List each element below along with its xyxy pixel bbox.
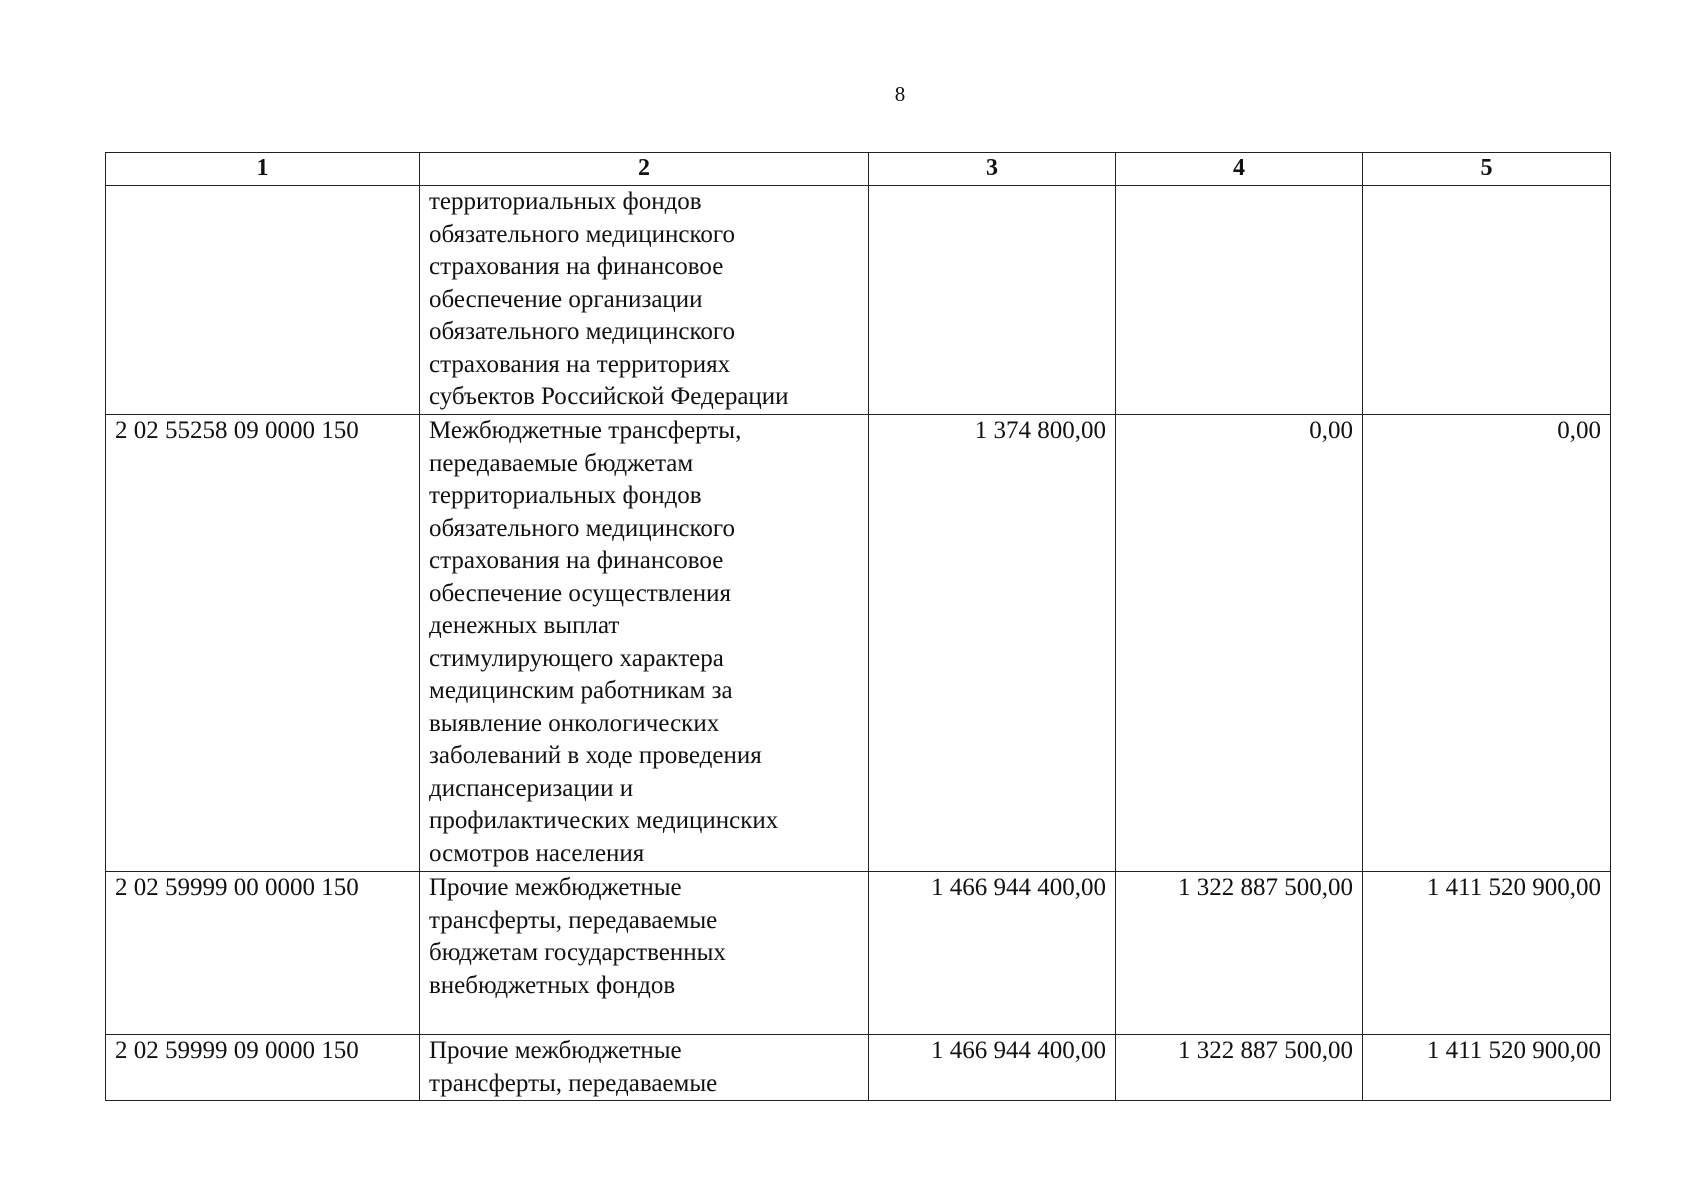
row-code	[106, 186, 420, 415]
description-line: стимулирующего характера	[429, 644, 724, 672]
description-line: страхования на территориях	[429, 350, 731, 378]
description-line: осмотров населения	[429, 839, 645, 867]
row-value-col3	[869, 186, 1116, 415]
row-value-col4: 1 322 887 500,00	[1116, 1035, 1363, 1101]
table-body	[106, 186, 1611, 1101]
description-line: внебюджетных фондов	[429, 971, 676, 999]
description-line: обеспечение осуществления	[429, 579, 732, 607]
row-description	[420, 872, 869, 1035]
description-line: медицинским работникам за	[429, 677, 733, 704]
description-line: передаваемые бюджетам	[429, 449, 694, 477]
header-col-1: 1	[106, 153, 420, 186]
description-line: страхования на финансовое	[429, 253, 724, 280]
row-description	[420, 186, 869, 415]
header-col-5: 5	[1363, 153, 1611, 186]
description-line: трансферты, передаваемые	[429, 1069, 718, 1097]
description-line: обязательного медицинского	[429, 220, 736, 248]
description-line: обязательного медицинского	[429, 318, 736, 345]
description-line: трансферты, передаваемые	[429, 906, 718, 934]
header-col-4: 4	[1116, 153, 1363, 186]
description-line: Прочие межбюджетные	[429, 874, 682, 901]
description-line: заболеваний в ходе проведения	[429, 742, 762, 769]
row-value-col3: 1 374 800,00	[869, 415, 1116, 872]
description-line: выявление онкологических	[429, 709, 720, 737]
description-line: субъектов Российской Федерации	[429, 383, 789, 410]
row-code: 2 02 59999 09 0000 150	[106, 1035, 420, 1101]
header-col-3: 3	[869, 153, 1116, 186]
budget-table	[105, 152, 1611, 1101]
description-line: территориальных фондов	[429, 482, 702, 509]
description-line: диспансеризации и	[429, 774, 634, 802]
row-code: 2 02 55258 09 0000 150	[106, 415, 420, 872]
row-description	[420, 1035, 869, 1101]
table-row	[106, 415, 1611, 872]
row-code: 2 02 59999 00 0000 150	[106, 872, 420, 1035]
description-line: Межбюджетные трансферты,	[429, 417, 742, 444]
description-line: страхования на финансовое	[429, 547, 724, 574]
table-header	[106, 153, 1611, 186]
description-line: бюджетам государственных	[429, 939, 726, 966]
description-line: профилактических медицинских	[429, 807, 779, 834]
row-value-col4: 0,00	[1116, 415, 1363, 872]
row-value-col3: 1 466 944 400,00	[869, 1035, 1116, 1101]
table-row	[106, 872, 1611, 1035]
row-value-col4	[1116, 186, 1363, 415]
row-value-col5	[1363, 186, 1611, 415]
header-row	[106, 153, 1611, 186]
description-line: денежных выплат	[429, 612, 620, 639]
row-value-col5: 0,00	[1363, 415, 1611, 872]
table-row	[106, 186, 1611, 415]
table-row	[106, 1035, 1611, 1101]
row-value-col5: 1 411 520 900,00	[1363, 1035, 1611, 1101]
row-description	[420, 415, 869, 872]
row-value-col3: 1 466 944 400,00	[869, 872, 1116, 1035]
header-col-2: 2	[420, 153, 869, 186]
row-value-col5: 1 411 520 900,00	[1363, 872, 1611, 1035]
description-line: территориальных фондов	[429, 188, 702, 215]
description-line: Прочие межбюджетные	[429, 1037, 682, 1064]
page-number: 8	[894, 82, 906, 106]
description-line: обеспечение организации	[429, 285, 703, 313]
row-value-col4: 1 322 887 500,00	[1116, 872, 1363, 1035]
description-line: обязательного медицинского	[429, 514, 736, 542]
